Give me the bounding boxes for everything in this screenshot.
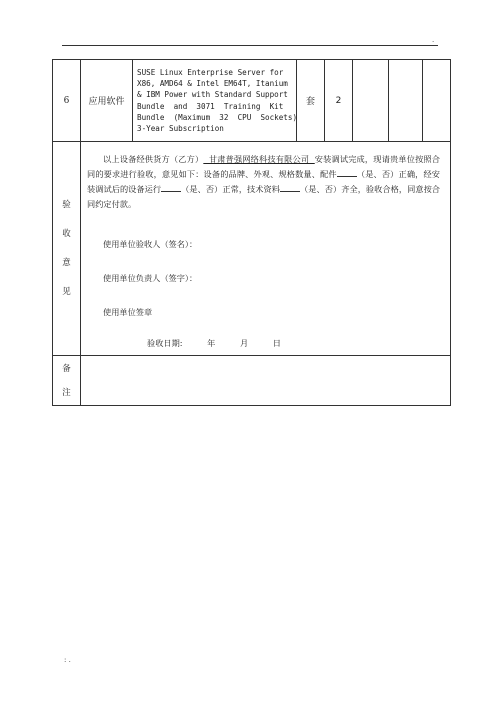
description-line: Bundle and 3071 Training Kit bbox=[137, 101, 284, 111]
header-mark: . bbox=[432, 36, 435, 44]
item-description bbox=[133, 60, 297, 142]
manager-signature-label: 使用单位负责人（签字）： bbox=[103, 273, 198, 283]
acceptance-label: 验 收 意 见 bbox=[53, 142, 81, 356]
item-number: 6 bbox=[53, 60, 81, 142]
acceptance-table bbox=[52, 59, 451, 406]
acceptance-date bbox=[87, 338, 440, 349]
receiver-signature-label: 使用单位验收人（签名）： bbox=[103, 239, 198, 249]
description-line: X86, AMD64 & Intel EM64T, Itanium bbox=[137, 79, 288, 89]
item-unit: 套 bbox=[297, 60, 325, 142]
acceptance-content bbox=[81, 142, 451, 356]
date-month: 月 bbox=[239, 338, 249, 348]
acceptance-row bbox=[53, 142, 451, 356]
description-line: SUSE Linux Enterprise Server for bbox=[137, 67, 284, 77]
remarks-content bbox=[81, 356, 451, 406]
item-category: 应用软件 bbox=[81, 60, 133, 142]
description-line: 3-Year Subscription bbox=[137, 123, 224, 133]
date-label: 验收日期: bbox=[147, 338, 183, 348]
remarks-label: 备 注 bbox=[53, 356, 81, 406]
acceptance-paragraph: 以上设备经供货方（乙方） 甘肃普强网络科技有限公司 安装调试完成，现请贵单位按照合同的要求进行验收，意见如下：设备的品牌、外观、规格数量、配件 （是、否）正确，经安装调试后的设备运行 （是、否）正常，技术资料 （是、否）齐全，验收合格，同意按合同约定付款。 bbox=[87, 154, 440, 209]
date-year: 年 bbox=[207, 338, 216, 348]
blank-field bbox=[280, 183, 300, 192]
description-line: Bundle (Maximum 32 CPU Sockets) bbox=[137, 112, 298, 122]
unit-seal-label: 使用单位签章 bbox=[103, 307, 153, 317]
header-rule bbox=[62, 45, 438, 46]
blank-field bbox=[161, 183, 181, 192]
empty-cell bbox=[353, 60, 389, 142]
footer-mark: : . bbox=[64, 656, 71, 664]
description-line: & IBM Power with Standard Support bbox=[137, 90, 288, 100]
remarks-row bbox=[53, 356, 451, 406]
item-row bbox=[53, 60, 451, 142]
item-quantity: 2 bbox=[325, 60, 353, 142]
empty-cell bbox=[389, 60, 423, 142]
blank-field bbox=[337, 168, 357, 177]
empty-cell bbox=[423, 60, 451, 142]
supplier-name: 甘肃普强网络科技有限公司 bbox=[203, 154, 315, 164]
date-day: 日 bbox=[272, 338, 281, 348]
